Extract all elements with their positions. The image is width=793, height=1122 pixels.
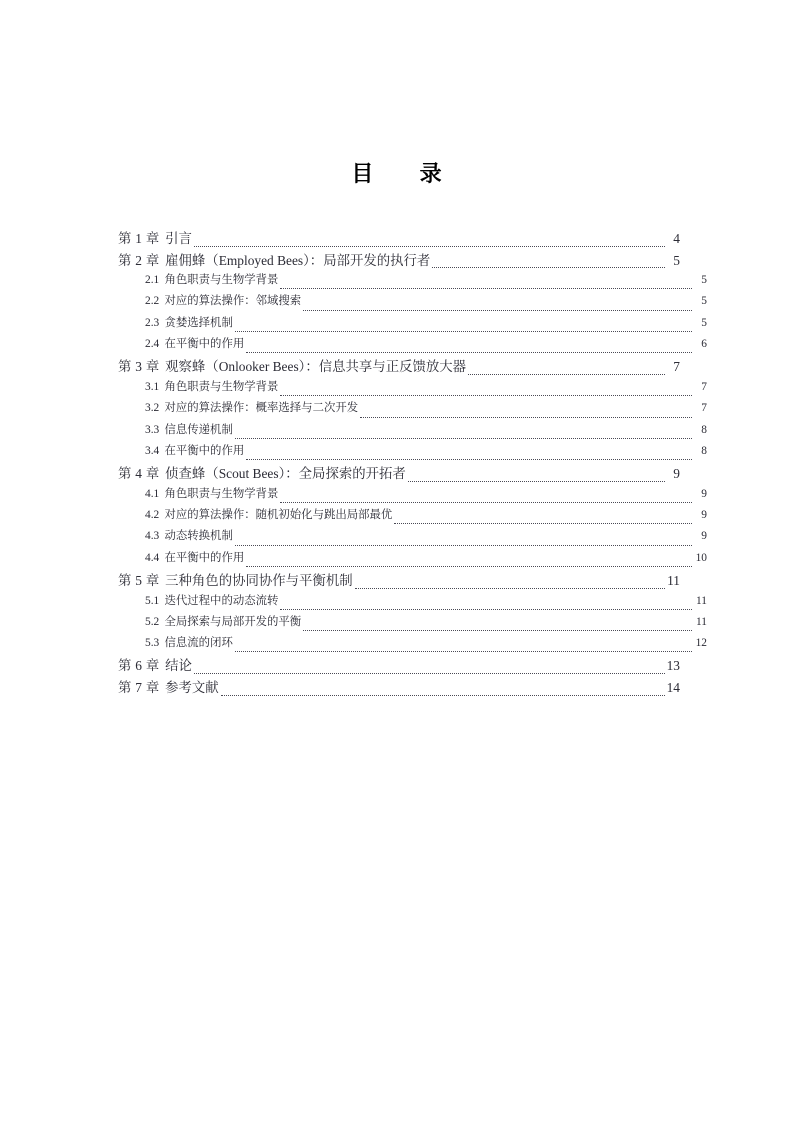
toc-entry-title: 迭代过程中的动态流转: [164, 594, 279, 607]
toc-dot-leader: [246, 352, 692, 353]
toc-entry-label: [145, 378, 278, 394]
toc-page-number: 12: [695, 637, 707, 650]
toc-dot-leader: [280, 288, 692, 289]
toc-entry[interactable]: [118, 485, 707, 506]
toc-entry[interactable]: [118, 506, 707, 527]
toc-entry[interactable]: [118, 421, 707, 442]
toc-entry-title: 在平衡中的作用: [164, 444, 245, 457]
toc-entry-label: [145, 613, 301, 629]
toc-page-number: 7: [701, 402, 707, 415]
toc-page-number: 7: [701, 380, 707, 393]
toc-entry[interactable]: [118, 442, 707, 463]
toc-entry-title: 对应的算法操作：随机初始化与跳出局部最优: [164, 509, 393, 522]
toc-page-number: 11: [696, 594, 707, 607]
toc-entry-label: [145, 421, 233, 437]
toc-entry-number: 第 2 章: [118, 252, 160, 268]
toc-entry-title: 角色职责与生物学背景: [164, 380, 279, 393]
toc-page-number: 5: [701, 316, 707, 329]
toc-entry-number: 2.3: [145, 316, 160, 329]
toc-entry[interactable]: [118, 549, 707, 570]
toc-entry-number: 4.4: [145, 551, 160, 564]
toc-entry-label: [145, 292, 301, 308]
toc-entry-number: 4.2: [145, 509, 160, 522]
toc-entry-title: 引言: [165, 231, 192, 246]
toc-entry-number: 4.1: [145, 487, 160, 500]
toc-entry[interactable]: [118, 634, 707, 655]
toc-dot-leader: [235, 651, 692, 652]
toc-entry-title: 参考文献: [165, 680, 219, 696]
toc-page-number: 7: [673, 359, 680, 375]
toc-entry-title: 对应的算法操作：概率选择与二次开发: [164, 402, 359, 415]
toc-entry-label: [145, 314, 233, 330]
toc-page-number: 10: [695, 551, 707, 564]
toc-entry-number: 3.1: [145, 380, 160, 393]
toc-page-number: 5: [701, 274, 707, 287]
toc-entry-label: [118, 250, 430, 269]
toc-entry-number: 3.2: [145, 402, 160, 415]
toc-entry-label: [145, 506, 392, 522]
toc-entry[interactable]: [118, 463, 680, 485]
toc-page-number: 9: [673, 466, 680, 482]
toc-entry-title: 全局探索与局部开发的平衡: [164, 615, 302, 628]
toc-page-number: 13: [666, 658, 680, 674]
toc-entry-title: 信息流的闭环: [164, 637, 233, 650]
toc-entry[interactable]: [118, 570, 680, 592]
toc-entry-title: 贪婪选择机制: [164, 316, 233, 329]
toc-entry[interactable]: [118, 527, 707, 548]
toc-entry-number: 2.1: [145, 274, 160, 287]
toc-dot-leader: [235, 545, 692, 546]
toc-entry-label: [118, 655, 192, 674]
toc-entry[interactable]: [118, 677, 680, 699]
toc-dot-leader: [355, 588, 665, 589]
toc-entry[interactable]: [118, 399, 707, 420]
table-of-contents: [118, 228, 707, 699]
toc-entry-label: [145, 399, 358, 415]
toc-entry-number: 5.1: [145, 594, 160, 607]
toc-entry-title: 对应的算法操作：邻域搜索: [164, 295, 302, 308]
toc-entry-title: 信息传递机制: [164, 423, 233, 436]
toc-entry[interactable]: [118, 356, 680, 378]
toc-dot-leader: [408, 481, 665, 482]
toc-page-number: 6: [701, 338, 707, 351]
toc-dot-leader: [280, 609, 692, 610]
toc-entry-number: 第 1 章: [118, 231, 160, 246]
page-title: 目 录: [351, 161, 454, 186]
toc-page-number: 9: [701, 509, 707, 522]
toc-entry-number: 第 3 章: [118, 359, 160, 375]
toc-entry-title: 雇佣蜂（Employed Bees）：局部开发的执行者: [165, 252, 431, 268]
toc-entry-number: 5.2: [145, 615, 160, 628]
toc-entry-title: 三种角色的协同协作与平衡机制: [165, 572, 353, 588]
toc-dot-leader: [360, 417, 692, 418]
toc-entry-label: [118, 228, 192, 247]
toc-dot-leader: [194, 673, 665, 674]
toc-entry-number: 5.3: [145, 637, 160, 650]
toc-entry[interactable]: [118, 292, 707, 313]
toc-entry-number: 第 7 章: [118, 680, 160, 696]
toc-entry-title: 观察蜂（Onlooker Bees）：信息共享与正反馈放大器: [165, 359, 467, 375]
toc-page-number: 8: [701, 423, 707, 436]
toc-page-number: 5: [701, 295, 707, 308]
toc-page-number: 9: [701, 530, 707, 543]
toc-entry[interactable]: [118, 314, 707, 335]
toc-entry-number: 第 5 章: [118, 572, 160, 588]
toc-entry-title: 角色职责与生物学背景: [164, 487, 279, 500]
toc-entry-label: [118, 463, 406, 482]
toc-entry-number: 3.4: [145, 444, 160, 457]
toc-entry-label: [118, 677, 219, 696]
toc-entry-label: [118, 356, 466, 375]
toc-dot-leader: [303, 630, 692, 631]
toc-dot-leader: [303, 310, 692, 311]
toc-entry-label: [145, 442, 244, 458]
toc-entry-label: [145, 592, 278, 608]
toc-entry-number: 第 4 章: [118, 466, 160, 482]
toc-entry-title: 侦查蜂（Scout Bees）：全局探索的开拓者: [165, 466, 406, 482]
toc-entry-title: 动态转换机制: [164, 530, 233, 543]
toc-entry-label: [145, 634, 233, 650]
toc-entry-number: 2.4: [145, 338, 160, 351]
toc-page-number: 5: [673, 252, 680, 268]
toc-entry-number: 3.3: [145, 423, 160, 436]
toc-entry-title: 在平衡中的作用: [164, 551, 245, 564]
toc-page-number: 14: [666, 680, 680, 696]
toc-dot-leader: [432, 267, 665, 268]
toc-entry-label: [145, 271, 278, 287]
toc-entry-title: 角色职责与生物学背景: [164, 274, 279, 287]
toc-entry[interactable]: [118, 655, 680, 677]
toc-entry-label: [145, 527, 233, 543]
toc-entry-title: 结论: [165, 658, 192, 674]
toc-entry-label: [145, 549, 244, 565]
toc-entry[interactable]: [118, 271, 707, 292]
toc-entry-label: [145, 485, 278, 501]
toc-entry[interactable]: [118, 250, 680, 272]
toc-entry-number: 2.2: [145, 295, 160, 308]
toc-dot-leader: [246, 459, 692, 460]
toc-dot-leader: [235, 331, 692, 332]
toc-page-number: 11: [667, 572, 680, 588]
toc-dot-leader: [246, 566, 692, 567]
toc-dot-leader: [194, 246, 665, 247]
toc-page-number: 4: [673, 231, 680, 246]
toc-entry-label: [118, 570, 353, 589]
toc-page-number: 11: [696, 615, 707, 628]
toc-page-number: 9: [701, 487, 707, 500]
toc-dot-leader: [235, 438, 692, 439]
toc-dot-leader: [221, 695, 665, 696]
toc-entry[interactable]: [118, 378, 707, 399]
toc-entry-label: [145, 335, 244, 351]
toc-entry[interactable]: [118, 228, 680, 250]
toc-entry[interactable]: [118, 592, 707, 613]
toc-dot-leader: [394, 523, 692, 524]
toc-entry[interactable]: [118, 335, 707, 356]
toc-entry-number: 第 6 章: [118, 658, 160, 674]
toc-page-number: 8: [701, 444, 707, 457]
toc-dot-leader: [280, 395, 692, 396]
toc-dot-leader: [468, 374, 665, 375]
toc-entry-number: 4.3: [145, 530, 160, 543]
toc-entry[interactable]: [118, 613, 707, 634]
toc-dot-leader: [280, 502, 692, 503]
toc-entry-title: 在平衡中的作用: [164, 338, 245, 351]
